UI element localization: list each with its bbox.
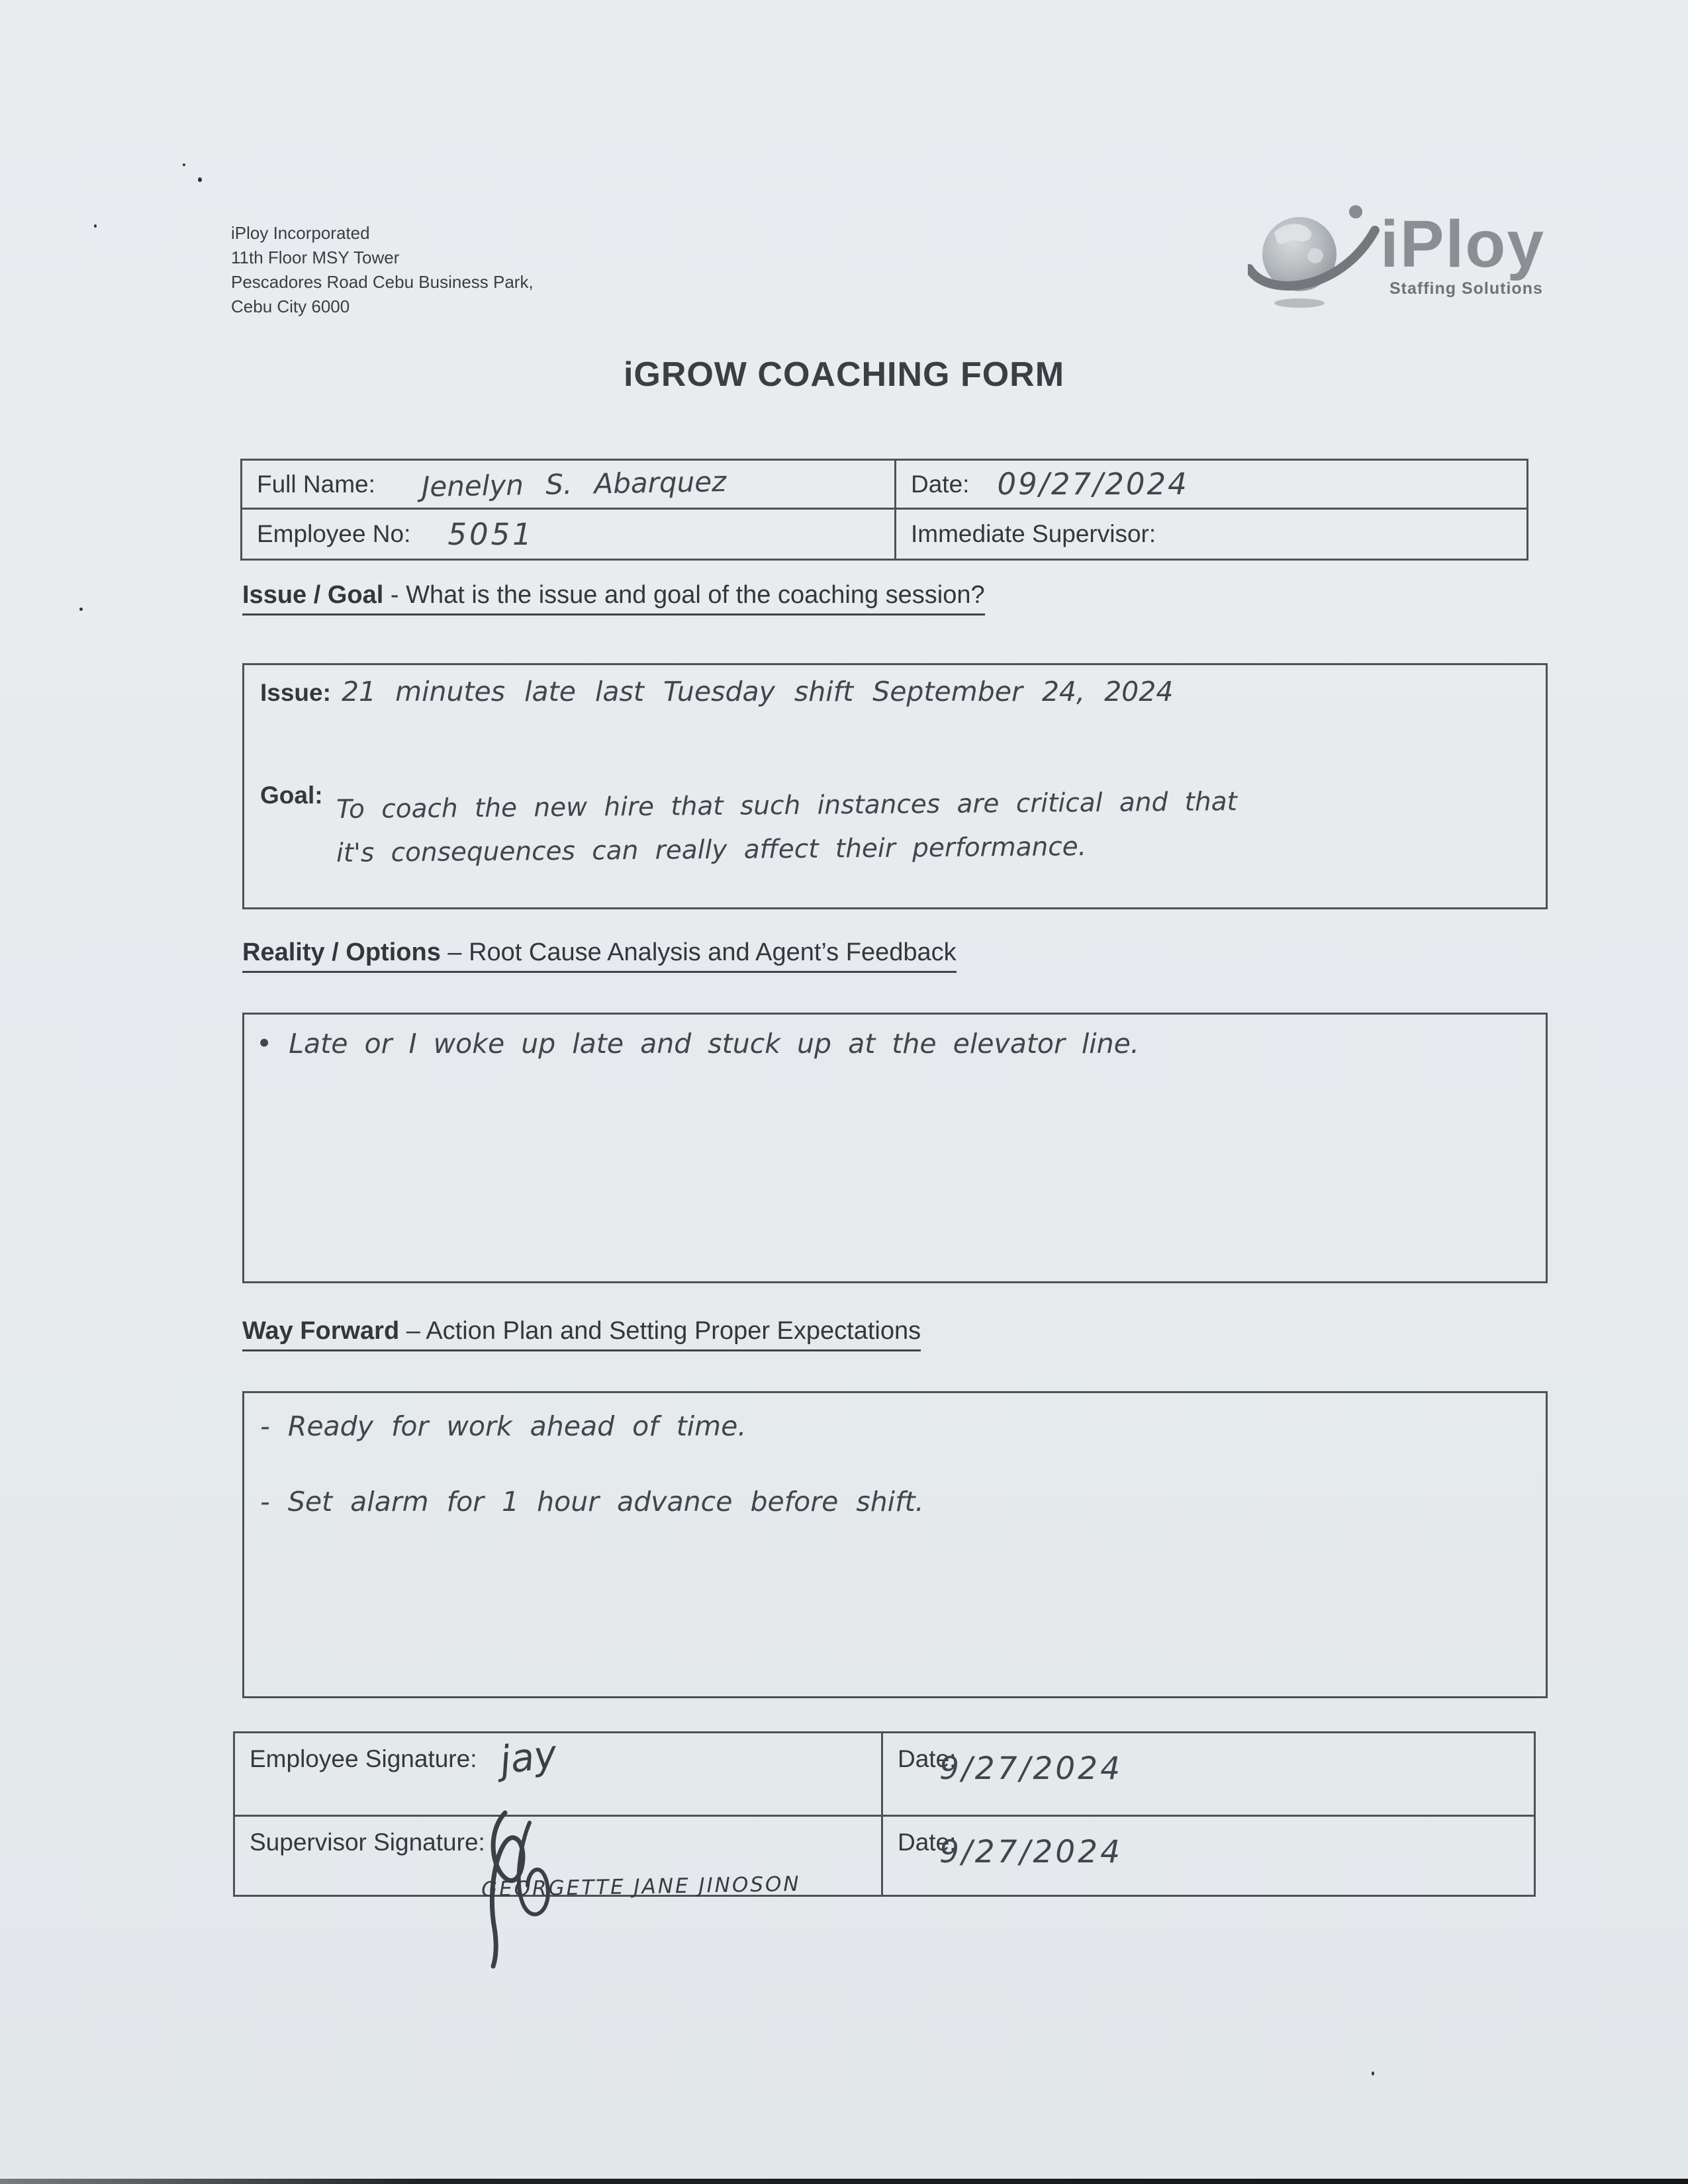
issue-row: [260, 676, 1173, 707]
company-address-line: 11th Floor MSY Tower: [231, 248, 400, 267]
employee-signature-label: Employee Signature:: [250, 1745, 477, 1772]
employee-signature-cell: [235, 1733, 881, 1817]
employee-date-label: Date:: [898, 1745, 957, 1772]
goal-label: Goal:: [260, 782, 323, 809]
issue-goal-heading-bold: Issue / Goal: [242, 581, 384, 609]
reality-heading-bold: Reality / Options: [242, 938, 441, 966]
way-forward-item: - Ready for work ahead of time.: [260, 1410, 747, 1442]
issue-label: Issue:: [260, 679, 331, 706]
goal-row: [260, 782, 1237, 872]
issue-goal-box: [242, 663, 1548, 909]
form-title: iGROW COACHING FORM: [623, 355, 1065, 394]
goal-value-line: it's consequences can really affect their performance.: [336, 832, 1086, 868]
scan-speck: [198, 177, 202, 182]
scan-speck: [183, 163, 185, 166]
signature-table: [233, 1731, 1536, 1902]
full-name-cell: [242, 461, 894, 510]
way-forward-heading-bold: Way Forward: [242, 1317, 400, 1345]
logo-brand: iPloy: [1380, 207, 1545, 281]
employee-no-value: 5051: [447, 516, 534, 552]
employee-date-cell: [881, 1733, 1534, 1817]
goal-value: [336, 784, 1237, 872]
section-heading-reality-options: [242, 938, 957, 973]
reality-heading-rest: – Root Cause Analysis and Agent’s Feedback: [440, 938, 957, 966]
supervisor-date-label: Date:: [898, 1829, 957, 1856]
employee-no-cell: [242, 510, 894, 559]
company-address-line: Pescadores Road Cebu Business Park,: [231, 272, 534, 292]
company-address-line: Cebu City 6000: [231, 296, 350, 316]
section-heading-issue-goal: [242, 581, 985, 615]
employee-signature-value: jay: [497, 1731, 559, 1783]
supervisor-date-value: 9/27/2024: [939, 1834, 1123, 1870]
issue-goal-heading-rest: - What is the issue and goal of the coaching session?: [383, 581, 985, 609]
info-table: [240, 459, 1528, 561]
issue-value: 21 minutes late last Tuesday shift September 24, 2024: [341, 676, 1174, 707]
supervisor-signature-cell: [235, 1817, 881, 1902]
scan-speck: [79, 608, 83, 611]
reality-note: • Late or I woke up late and stuck up at the elevator line.: [256, 1028, 1139, 1060]
immediate-supervisor-label: Immediate Supervisor:: [911, 520, 1156, 547]
way-forward-item: - Set alarm for 1 hour advance before shift.: [260, 1486, 924, 1518]
way-forward-box: [242, 1391, 1548, 1698]
iploy-logo: [1248, 197, 1645, 316]
supervisor-date-cell: [881, 1817, 1534, 1895]
date-value: 09/27/2024: [997, 467, 1189, 502]
company-address-line: iPloy Incorporated: [231, 223, 370, 243]
goal-value-line: To coach the new hire that such instances are critical and that: [336, 787, 1237, 825]
globe-icon: [1248, 203, 1380, 312]
section-heading-way-forward: [242, 1317, 921, 1351]
date-cell: [894, 461, 1526, 510]
immediate-supervisor-cell: [894, 510, 1526, 559]
scan-bottom-edge: [0, 2179, 1688, 2184]
reality-options-box: [242, 1013, 1548, 1283]
way-forward-heading-rest: – Action Plan and Setting Proper Expectations: [399, 1317, 921, 1345]
date-label: Date:: [911, 470, 970, 498]
logo-tagline: Staffing Solutions: [1389, 279, 1543, 298]
scan-speck: [94, 224, 97, 228]
supervisor-signature-label: Supervisor Signature:: [250, 1829, 485, 1856]
scan-speck: [1372, 2071, 1374, 2075]
supervisor-signature-name: GEORGETTE JANE JINOSON: [481, 1872, 801, 1902]
full-name-value: Jenelyn S. Abarquez: [421, 465, 727, 504]
company-address: [231, 221, 534, 319]
employee-date-value: 9/27/2024: [939, 1751, 1123, 1787]
full-name-label: Full Name:: [257, 470, 375, 498]
employee-no-label: Employee No:: [257, 520, 411, 547]
